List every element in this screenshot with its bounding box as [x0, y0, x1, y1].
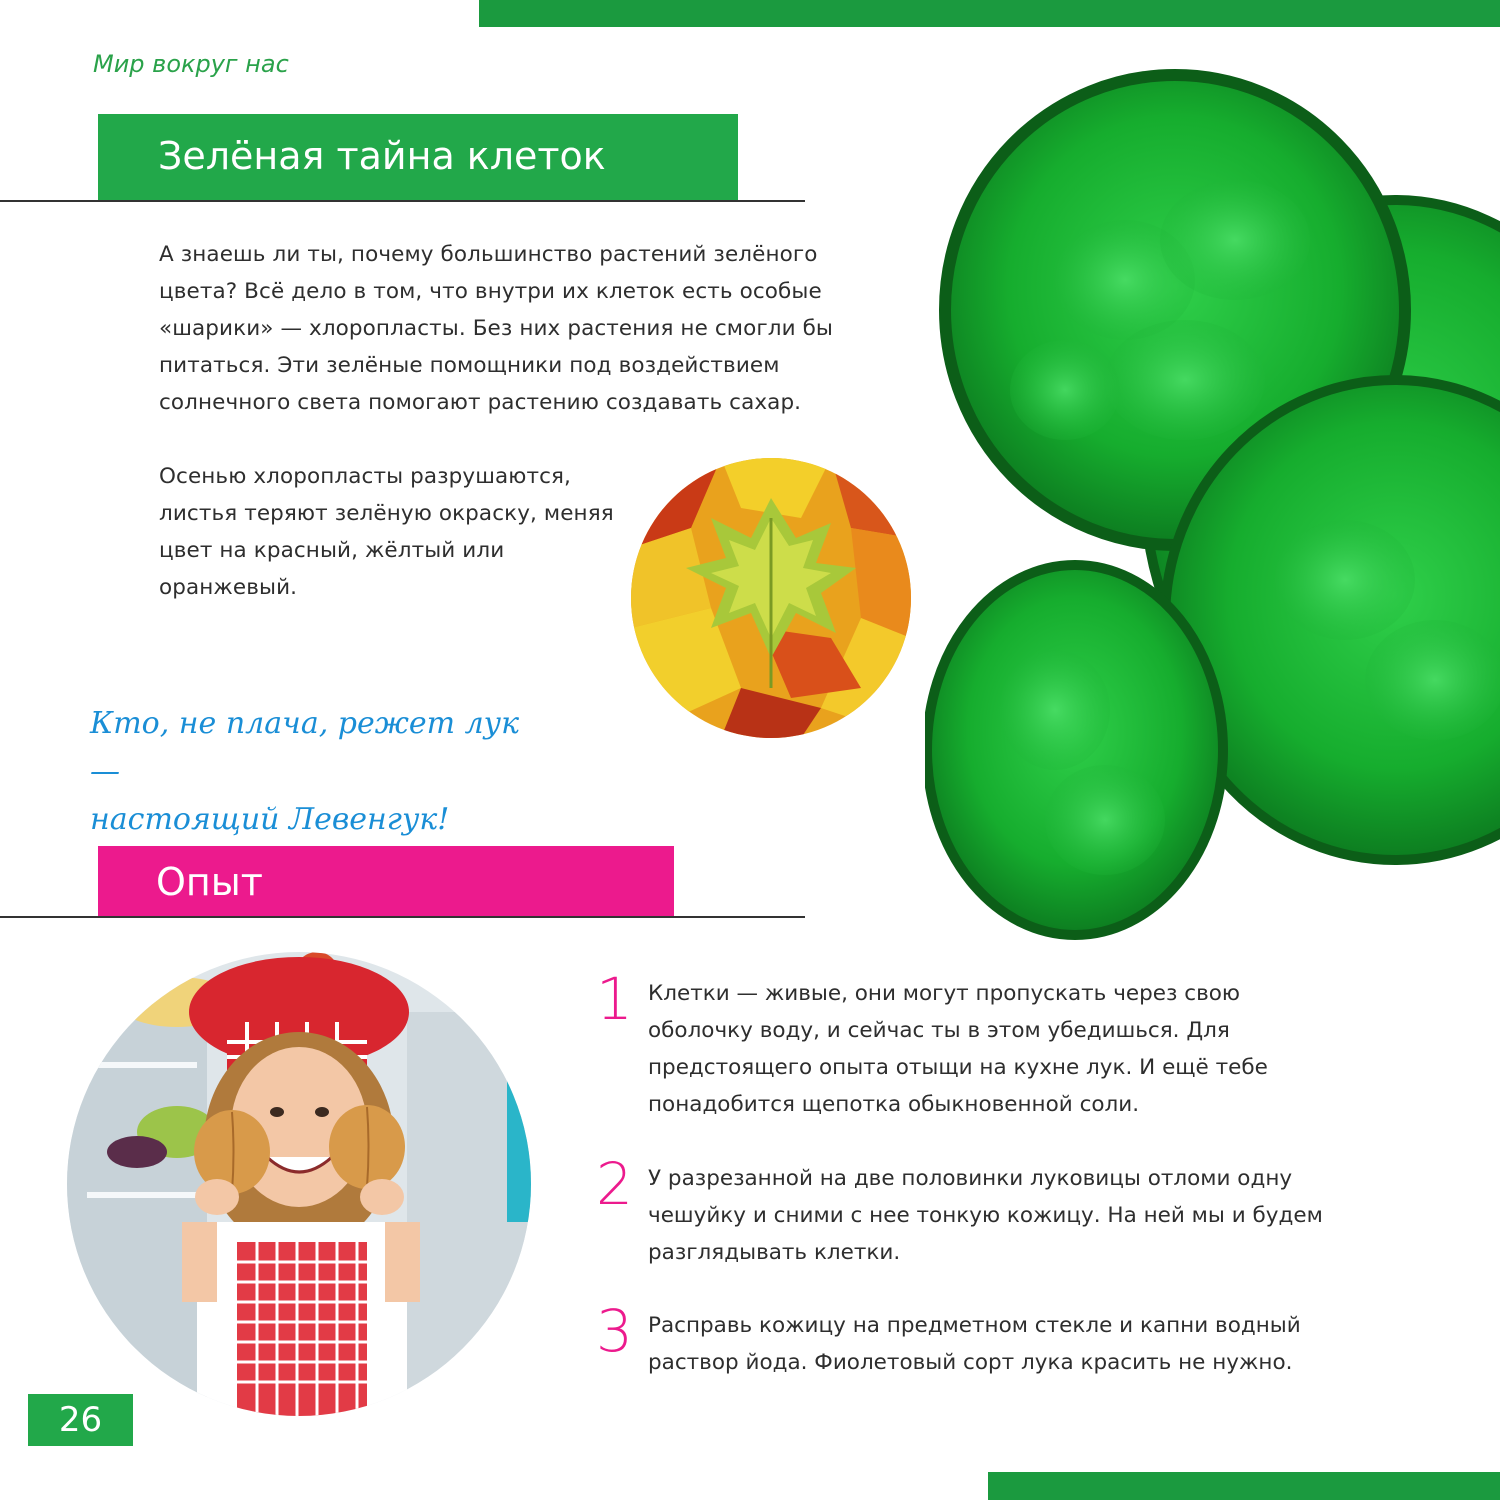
intro-paragraph-1: А знаешь ли ты, почему большинство растений зелёного цвета? Всё дело в том, что внутри их клеток есть особые «шарики» — хлоропласты. Без них растения не смогли бы питаться. Эти зелёные помощники под воздействием солнечного света помогают растению создавать сахар.	[159, 242, 834, 415]
step-text: Клетки — живые, они могут пропускать через свою оболочку воду, и сейчас ты в этом убедишься. Для предстоящего опыта отыщи на кухне лук. И ещё тебе понадобится щепотка обыкновенной соли.	[648, 981, 1268, 1117]
section-label: Мир вокруг нас	[93, 50, 289, 78]
experiment-step-1	[596, 965, 1356, 1125]
experiment-underline	[0, 916, 805, 918]
title-banner	[98, 114, 738, 200]
experiment-banner	[98, 846, 674, 916]
page-title: Зелёная тайна клеток	[158, 134, 606, 178]
experiment-step-2	[596, 1150, 1356, 1280]
chloroplast-cells-illustration	[925, 60, 1500, 950]
step-text: Расправь кожицу на предметном стекле и капни водный раствор йода. Фиолетовый сорт лука красить не нужно.	[648, 1313, 1301, 1375]
page-number: 26	[28, 1394, 133, 1446]
title-underline	[0, 200, 805, 202]
step-text: У разрезанной на две половинки луковицы отломи одну чешуйку и сними с нее тонкую кожицу. На ней мы и будем разглядывать клетки.	[648, 1166, 1323, 1265]
quote-line-2: настоящий Левенгук!	[90, 802, 450, 837]
onion-quote	[90, 700, 550, 844]
step-number: 3	[596, 1297, 633, 1365]
experiment-title: Опыт	[156, 860, 263, 904]
top-decor-bar	[479, 0, 1500, 27]
experiment-step-3	[596, 1297, 1356, 1387]
autumn-leaves-image	[631, 458, 911, 738]
step-number: 2	[596, 1150, 633, 1218]
quote-line-1: Кто, не плача, режет лук —	[90, 706, 519, 789]
girl-with-onions-photo	[67, 952, 531, 1416]
intro-paragraph-2: Осенью хлоропласты разрушаются, листья теряют зелёную окраску, меняя цвет на красный, жёлтый или оранжевый.	[159, 464, 614, 600]
step-number: 1	[596, 965, 633, 1033]
bottom-decor-bar	[988, 1472, 1500, 1500]
